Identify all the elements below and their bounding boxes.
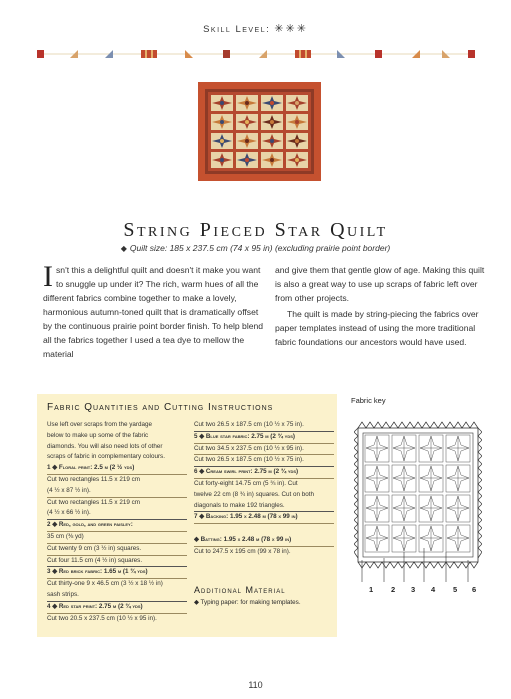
fabric-key-number: 3 [411,585,416,594]
fabric-item-line: Cut two 26.5 x 187.5 cm (10 ½ x 75 in). [194,420,334,432]
body-paragraph-2: and give them that gentle glow of age. Making this quilt is also a great way to use up scraps of fabric left over from other projects. [275,265,485,303]
fabric-item-heading: 2 ◆ Red, gold, and green paisley: [47,520,187,532]
additional-material-item: ◆ Typing paper: for making templates. [194,599,301,606]
fabric-item-heading: 3 ◆ Red brick fabric: 1.65 m (1 ¾ yds) [47,567,187,579]
body-paragraph-3: The quilt is made by string-piecing the fabrics over paper templates instead of using the more traditional fabric foundations our ancestors would have used. [275,309,479,347]
fabric-item-line: sash strips. [47,590,187,602]
page-title: String Pieced Star Quilt [123,219,388,241]
fabric-item-heading: 6 ◆ Cream swirl print: 2.75 m (2 ¾ yds) [194,467,334,479]
fabric-item-line: Cut forty-eight 14.75 cm (5 ¾ in). Cut [194,479,298,487]
fabric-list-column-1 [47,420,187,624]
fabric-box-title: Fabric Quantities and Cutting Instructions [47,402,274,413]
skill-level-stars: ✳✳✳ [274,23,308,35]
key-star-blocks [365,435,470,552]
additional-material [194,585,301,606]
quilt-size-text: Quilt size: 185 x 237.5 cm (74 x 95 in) (excluding prairie point border) [129,243,391,253]
quilt-size [0,243,511,253]
fabric-item-line: twelve 22 cm (8 ¾ in) squares. Cut on both [194,490,315,498]
fabric-item-line: (4 ½ x 87 ½ in). [47,486,187,498]
skill-level [0,22,511,35]
fabric-key-label: Fabric key [351,396,386,405]
fabric-item-heading: 5 ◆ Blue star fabric: 2.75 m (2 ¾ yds) [194,432,334,444]
fabric-item-line: Cut four 11.5 cm (4 ½ in) squares. [47,556,187,568]
fabric-item-line: Cut two rectangles 11.5 x 219 cm [47,498,140,506]
fabric-intro-line: scraps of fabric in complementary colours. [47,453,165,461]
fabric-intro-line: Use left over scraps from the yardage [47,421,152,428]
fabric-item-line: 35 cm (⅜ yd) [47,532,187,544]
fabric-item-line: Cut two 20.5 x 237.5 cm (10 ½ x 95 in). [47,614,157,622]
additional-material-title: Additional Material [194,585,286,595]
body-column-2 [275,263,485,349]
drop-cap: I [43,260,53,293]
body-column-1 [43,260,264,361]
fabric-item-line: Cut twenty 9 cm (3 ½ in) squares. [47,544,187,556]
fabric-item-line: Cut thirty-one 9 x 46.5 cm (3 ½ x 18 ½ in) [47,580,163,588]
fabric-key-number: 1 [369,585,374,594]
fabric-item-line: Cut two 34.5 x 237.5 cm (10 ½ x 95 in). [194,444,334,456]
fabric-list-column-2 [194,420,334,558]
fabric-item-heading: 7 ◆ Backing: 1.95 x 2.48 m (78 x 99 in) [194,512,334,524]
fabric-item-line: Cut two 26.5 x 187.5 cm (10 ½ x 75 in). [194,455,334,467]
quilt-photo [198,82,321,181]
fabric-intro [47,420,187,463]
diamond-icon: ◆ [120,244,127,253]
fabric-item-line: diagonals to make 192 triangles. [194,501,334,513]
patchwork-border-strip [37,48,475,60]
fabric-key-number: 5 [453,585,458,594]
fabric-item-heading: ◆ Batting: 1.95 x 2.48 m (78 x 99 in) [194,535,334,547]
fabric-key-number: 6 [472,585,477,594]
fabric-item-line: (4 ½ x 66 ½ in). [47,508,187,520]
body-paragraph-1: sn't this a delightful quilt and doesn't it make you want to snuggle up under it? The rich, warm hues of all the different fabrics combine together to make a lovely, harmonious autumn-toned quilt that is dramatically offset by the continuous prairie point border finish. To help blend all the fabrics together I used a tea dye to mellow the material [43,265,264,359]
fabric-item-heading: 1 ◆ Floral print: 2.5 m (2 ½ yds) [47,463,187,475]
fabric-item-line: Cut two rectangles 11.5 x 219 cm [47,475,140,483]
fabric-item-line [194,524,334,535]
fabric-item-line: Cut to 247.5 x 195 cm (99 x 78 in). [194,547,291,555]
fabric-intro-line: diamonds. You will also need lots of other [47,442,163,450]
skill-level-label: Skill Level: [203,24,271,35]
fabric-intro-line: below to make up some of the fabric [47,431,149,439]
fabric-key-number: 4 [431,585,436,594]
fabric-key-diagram [354,420,482,595]
fabric-item-heading: 4 ◆ Red star print: 2.75 m (2 ¾ yds) [47,602,187,614]
fabric-key-number: 2 [391,585,396,594]
page-number: 110 [248,680,263,690]
